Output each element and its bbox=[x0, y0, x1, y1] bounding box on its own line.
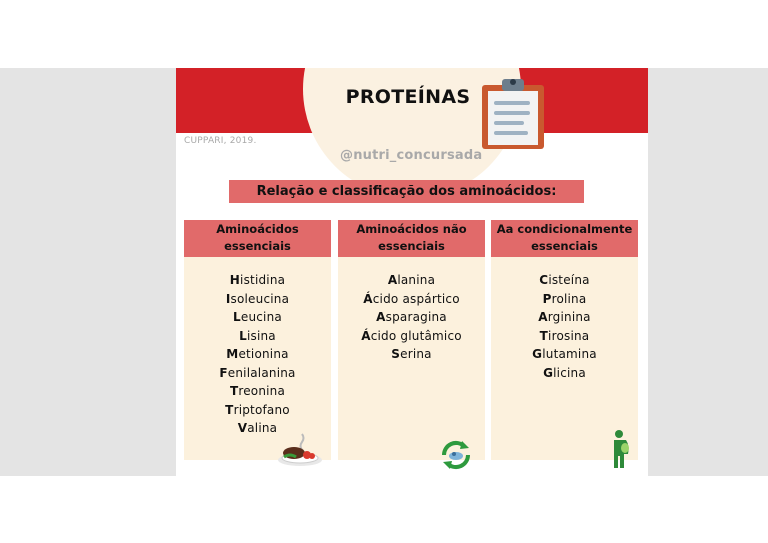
column-header-line1: Aminoácidos não bbox=[356, 222, 467, 236]
amino-acid-item: Ácido glutâmico bbox=[361, 328, 462, 343]
amino-acid-list bbox=[184, 257, 331, 438]
amino-acid-item: Metionina bbox=[226, 347, 289, 361]
amino-acid-item: Triptofano bbox=[225, 402, 290, 417]
amino-acid-item: Fenilalanina bbox=[219, 365, 296, 380]
author-handle: @nutri_concursada bbox=[340, 148, 483, 163]
amino-acid-item: Alanina bbox=[387, 273, 436, 287]
column-header-line2: essenciais bbox=[224, 239, 291, 253]
amino-acid-item: Lisina bbox=[239, 328, 276, 343]
steak-plate-icon bbox=[276, 430, 324, 468]
amino-acid-item: Glutamina bbox=[532, 347, 597, 361]
column-conditionally-essential bbox=[491, 220, 638, 460]
amino-acid-item: Isoleucina bbox=[225, 291, 290, 306]
recycle-food-icon bbox=[439, 438, 473, 472]
column-non-essential bbox=[338, 220, 485, 460]
column-essential bbox=[184, 220, 331, 460]
amino-acid-item: Glicina bbox=[543, 365, 586, 380]
amino-acid-item: Prolina bbox=[542, 291, 587, 306]
amino-acid-item: Leucina bbox=[233, 310, 282, 324]
amino-acid-item: Asparagina bbox=[376, 310, 447, 324]
column-header-line2: essenciais bbox=[531, 239, 598, 253]
source-credit: CUPPARI, 2019. bbox=[184, 136, 257, 146]
column-header-line1: Aa condicionalmente bbox=[496, 222, 633, 236]
amino-acid-item: Arginina bbox=[538, 310, 591, 324]
column-header bbox=[491, 220, 638, 257]
amino-acid-item: Serina bbox=[391, 347, 432, 361]
amino-acid-list bbox=[491, 257, 638, 382]
amino-acid-item: Ácido aspártico bbox=[363, 291, 460, 306]
amino-acid-list bbox=[338, 257, 485, 364]
column-header-line2: essenciais bbox=[378, 239, 445, 253]
column-header-line1: Aminoácidos bbox=[216, 222, 299, 236]
amino-acid-item: Treonina bbox=[229, 384, 286, 398]
section-subtitle: Relação e classificação dos aminoácidos: bbox=[229, 180, 584, 203]
person-stomach-icon bbox=[610, 428, 634, 470]
amino-acid-item: Histidina bbox=[229, 273, 286, 287]
column-header bbox=[184, 220, 331, 257]
infographic-card bbox=[176, 68, 648, 476]
clipboard-icon bbox=[479, 75, 549, 153]
amino-acid-item: Valina bbox=[237, 421, 278, 435]
amino-acid-item: Tirosina bbox=[539, 328, 590, 343]
page-title: PROTEÍNAS bbox=[345, 86, 471, 108]
amino-acid-item: Cisteína bbox=[539, 273, 590, 287]
column-header bbox=[338, 220, 485, 257]
